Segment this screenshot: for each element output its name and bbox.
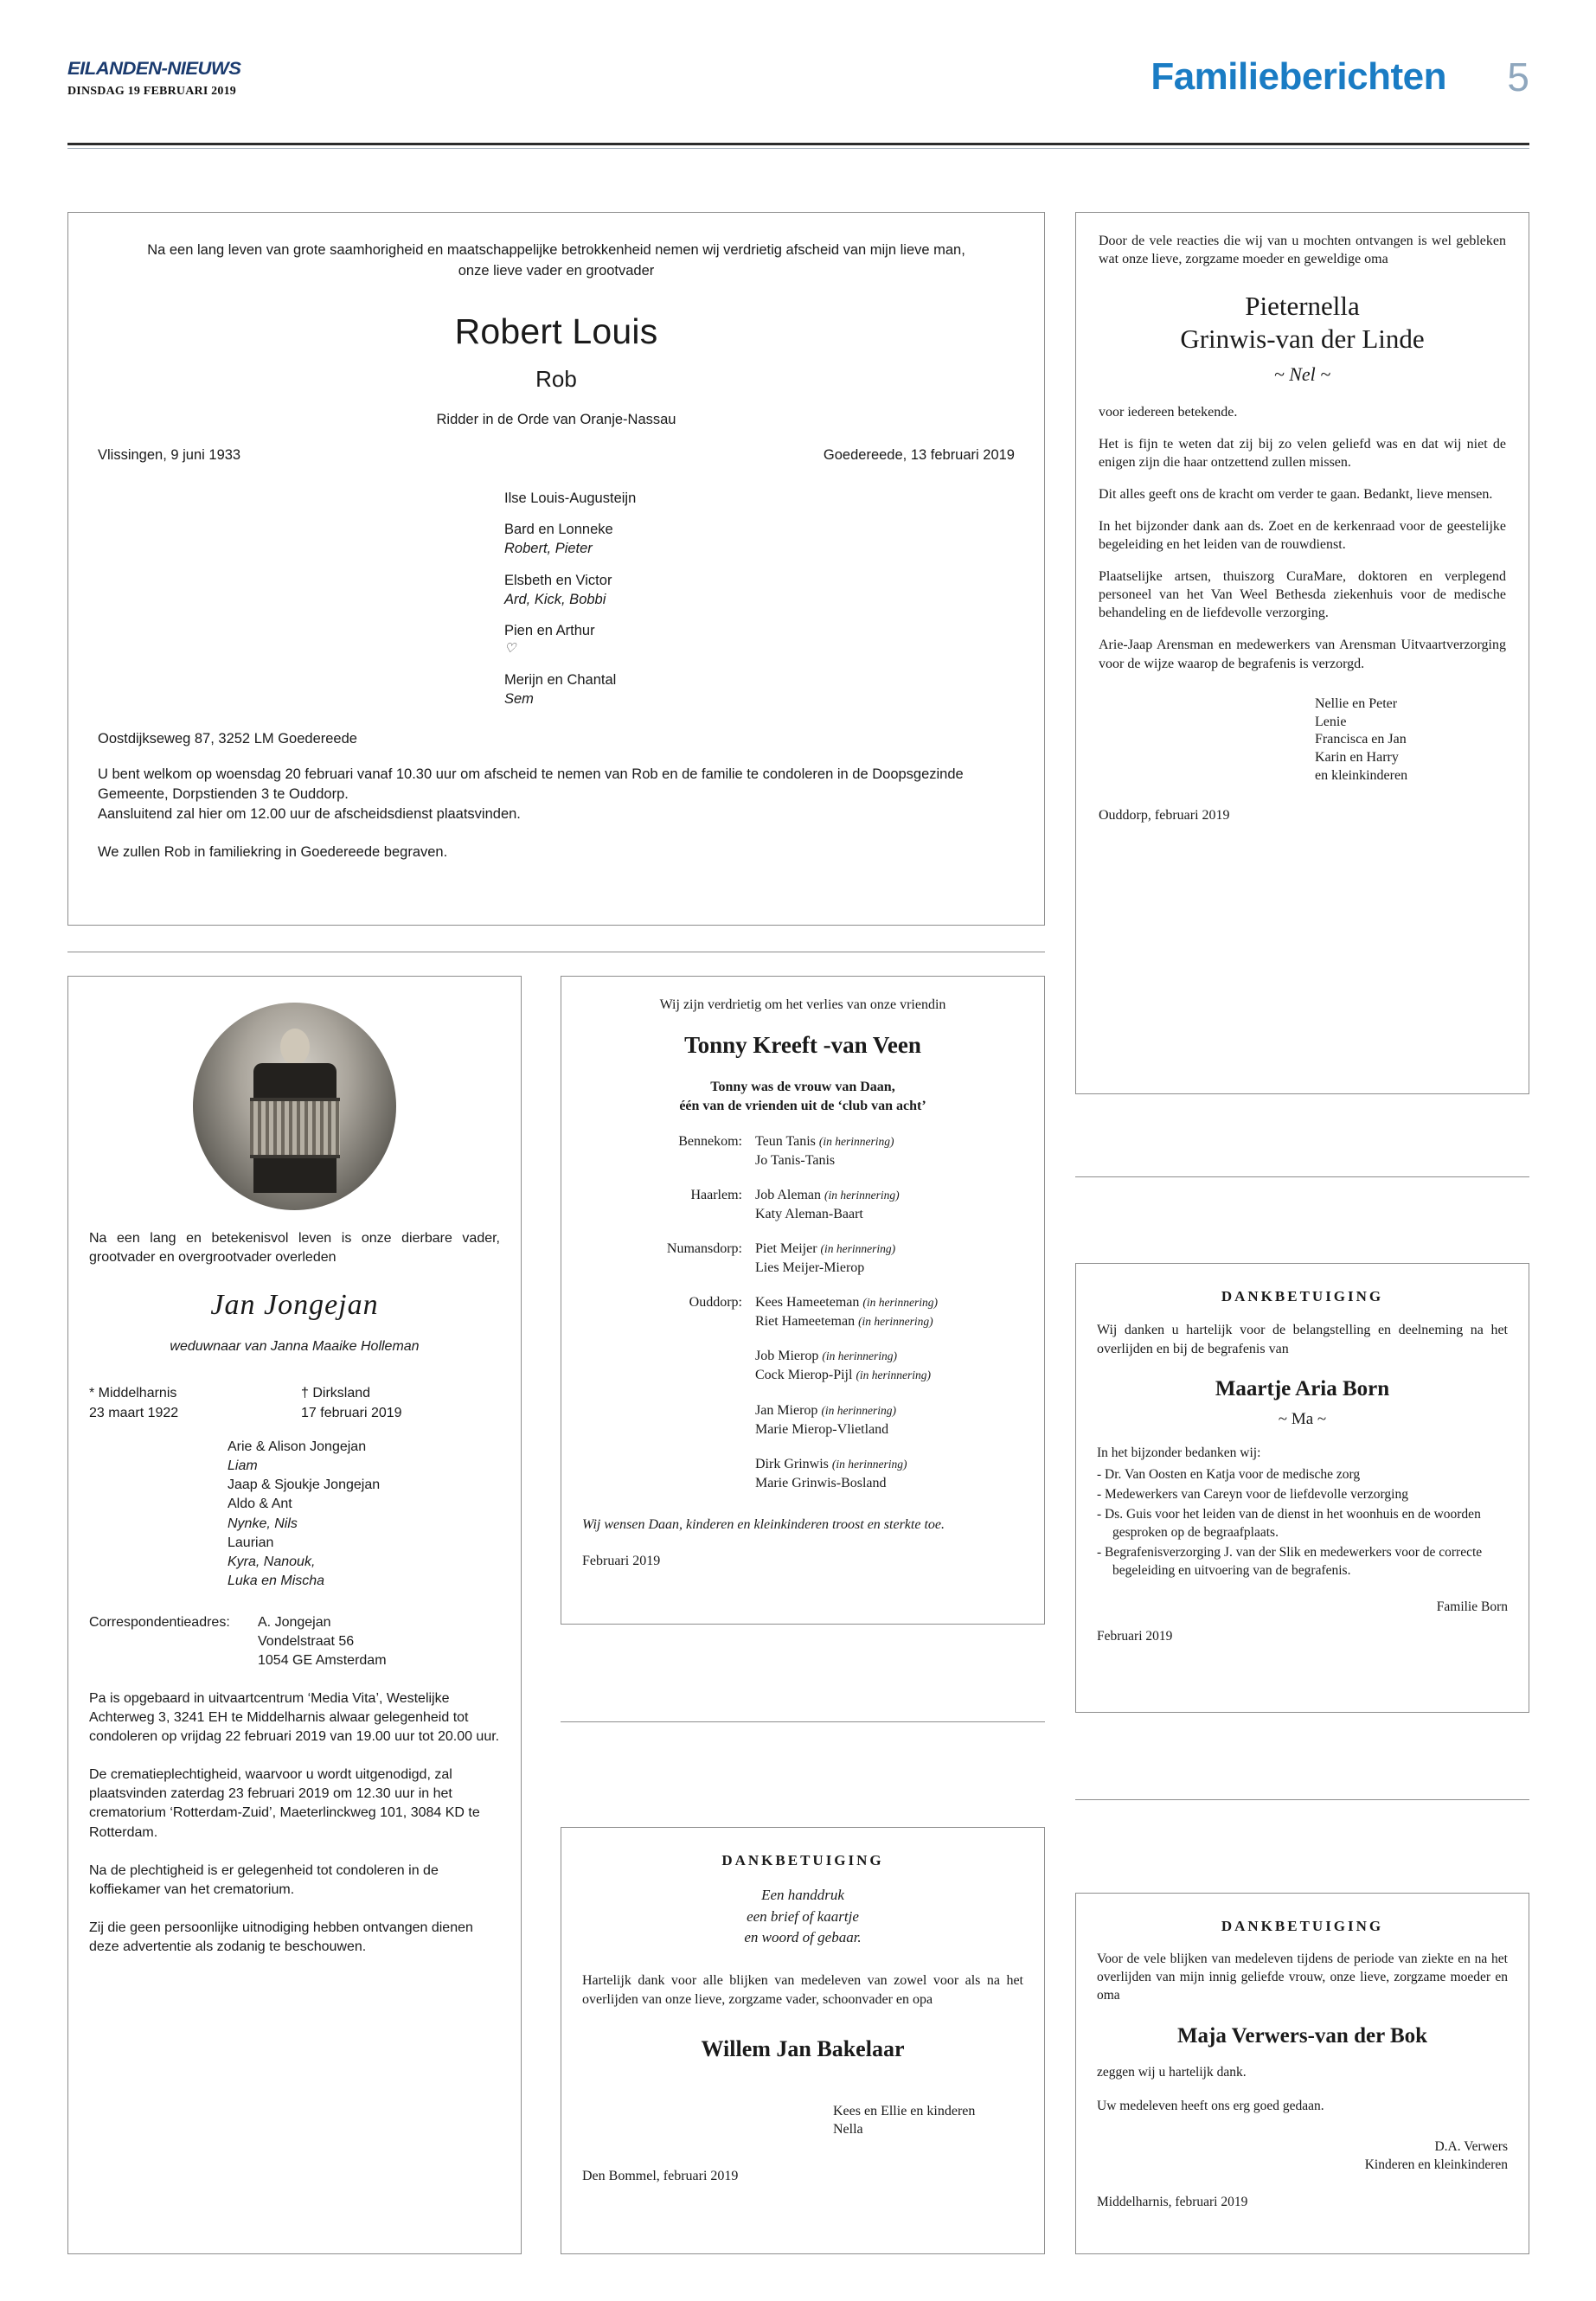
family-group [504,670,1015,709]
date: Februari 2019 [1097,1628,1173,1644]
memorial-note: (in herinnering) [824,1188,900,1202]
poem [582,1885,1023,1949]
friend-entry [755,1151,1023,1170]
family-group [504,489,1015,508]
family-member: Jaap & Sjoukje Jongejan [228,1477,381,1493]
intro-text: Door de vele reacties die wij van u mochten ontvangen is wel gebleken wat onze lieve, zorgzame moeder en geweldige oma [1099,234,1506,267]
deceased-nickname: ~ Ma ~ [1278,1410,1327,1429]
widower-of: weduwnaar van Janna Maaike Holleman [170,1339,420,1355]
column-divider-middle [561,1721,1045,1722]
friend-name: Piet Meijer [755,1241,817,1257]
deceased-name: Tonny Kreeft -van Veen [684,1032,921,1058]
birth-date: 23 maart 1922 [89,1405,179,1420]
photo-person-figure [243,1029,347,1193]
thanks-maja-verwers [1075,1893,1529,2254]
signature-line: Karin en Harry [1315,750,1399,766]
signature-line: Nellie en Peter [1315,695,1398,711]
family-children: Ard, Kick, Bobbi [504,591,606,607]
friend-name: Jan Mierop [755,1402,818,1418]
address-line: 1054 GE Amsterdam [258,1652,387,1668]
deceased-name: Maja Verwers-van der Bok [1176,2023,1428,2048]
friends-group [582,1401,1023,1439]
heart-icon: ♡ [504,641,516,657]
masthead [67,54,1529,145]
intro-text: Wij danken u hartelijk voor de belangstelling en deelneming na het overlijden en bij de begrafenis van [1097,1323,1508,1356]
memorial-note: (in herinnering) [831,1457,907,1471]
column-divider-right-1 [1075,1176,1529,1177]
signature-line: Nella [833,2122,863,2138]
obituary-intro: Wij zijn verdrietig om het verlies van onze vriendin [659,997,946,1012]
paragraph-5: Plaatselijke artsen, thuiszorg CuraMare, doktoren en verplegend personeel van het Van Weel Bethesda ziekenhuis voor de medische behandeling en de liefdevolle verzorging. [1099,569,1506,621]
special-thanks-label: In het bijzonder bedanken wij: [1097,1445,1261,1461]
friends-group [582,1455,1023,1493]
signature-block [582,2102,1023,2139]
family-member: Aldo & Ant [228,1497,292,1512]
deceased-name: Robert Louis [454,311,658,351]
friend-entry [755,1474,1023,1493]
signature-line: Kees en Ellie en kinderen [833,2103,976,2118]
signature-line: Kinderen en kleinkinderen [1364,2157,1508,2172]
friend-entry [755,1240,1023,1259]
deceased-name-line1: Pieternella [1245,291,1360,322]
friend-name: Teun Tanis [755,1133,816,1149]
friend-entry [755,1186,1023,1205]
family-list [89,1438,500,1591]
city-names [582,1401,1023,1439]
death-info: Goedereede, 13 februari 2019 [823,446,1015,463]
memorial-note: (in herinnering) [858,1315,933,1329]
city-label: Numansdorp: [666,1241,742,1257]
family-member: Merijn en Chantal [504,671,617,688]
friend-entry [755,1347,1023,1366]
date: Februari 2019 [582,1553,661,1568]
funeral-info-2-text: Aansluitend zal hier om 12.00 uur de afscheidsdienst plaatsvinden. [98,806,521,823]
friend-name: Cock Mierop-Pijl [755,1368,853,1383]
deceased-nickname: ~ Nel ~ [1273,362,1331,385]
signature-block [1097,2138,1508,2175]
issue-date: DINSDAG 19 FEBRUARI 2019 [67,85,236,98]
newspaper-logo: EILANDEN-NIEUWS [67,59,241,79]
thanks-text: Hartelijk dank voor alle blijken van medeleven van zowel voor als na het overlijden van onze lieve, zorgzame vader, schoonvader en opa [582,1972,1023,2008]
correspondence-address [89,1613,500,1670]
honour-title: Ridder in de Orde van Oranje-Nassau [436,411,676,427]
family-children: Luka en Mischa [228,1573,325,1588]
photo-head [280,1029,310,1065]
paragraph-6: Arie-Jaap Arensman en medewerkers van Arensman Uitvaartverzorging voor de wijze waarop de begrafenis is verzorgd. [1099,638,1506,671]
signature-line: Francisca en Jan [1315,732,1407,747]
paragraph-4: In het bijzonder dank aan ds. Zoet en de kerkenraad voor de geestelijke begeleiding en het leiden van de rouwdienst. [1099,518,1506,553]
friend-entry [755,1259,1023,1278]
city-label: Bennekom: [678,1133,742,1149]
friendship-line2: één van de vrienden uit de ‘club van acht’ [679,1099,926,1114]
portrait-photo [193,1003,396,1210]
family-children: Liam [228,1458,258,1474]
birth-death-dates [89,1384,500,1426]
memorial-note: (in herinnering) [822,1349,897,1363]
city-label: Haarlem: [690,1187,742,1202]
column-divider-right-2 [1075,1799,1529,1800]
masthead-divider [67,143,1529,145]
memorial-note: (in herinnering) [856,1368,932,1382]
friends-group [582,1186,1023,1224]
section-title: Familieberichten [1151,55,1446,98]
friend-name: Dirk Grinwis [755,1456,829,1471]
poem-line-1: Een handdruk [761,1887,844,1903]
thanks-item: - Ds. Guis voor het leiden van de dienst in het woonhuis en de woorden gesproken op de begraafplaats. [1097,1506,1481,1540]
birth-block [89,1384,178,1423]
deceased-name-line2: Grinwis-van der Linde [1180,323,1425,354]
thanks-pieternella-grinwis [1075,212,1529,1094]
address-line: A. Jongejan [258,1614,331,1630]
condolences-info: Na de plechtigheid is er gelegenheid tot condoleren in de koffiekamer van het crematorium. [89,1862,439,1897]
page-number: 5 [1507,54,1529,99]
family-group [504,520,1015,559]
city-names [582,1455,1023,1493]
friendship-line1: Tonny was de vrouw van Daan, [710,1080,895,1094]
cremation-info: De crematieplechtigheid, waarvoor u wordt uitgenodigd, zal plaatsvinden zaterdag 23 februari 2019 om 12.30 uur in het crematorium ‘Rotterdam-Zuid’, Maeterlinckweg 101, 3084 KD te Rotterdam. [89,1767,480,1840]
friend-name: Kees Hameeteman [755,1295,860,1311]
thanks-willem-bakelaar [561,1827,1045,2254]
obituary-jan-jongejan [67,976,522,2254]
memorial-note: (in herinnering) [818,1134,894,1148]
death-place: † Dirksland [301,1386,371,1401]
friend-name: Job Aleman [755,1187,821,1202]
place-date: Ouddorp, februari 2019 [1099,807,1230,823]
birth-place: * Middelharnis [89,1386,177,1401]
deceased-name: Jan Jongejan [210,1289,379,1322]
friend-entry [755,1205,1023,1224]
friend-entry [755,1420,1023,1439]
family-children: Sem [504,690,534,707]
family-children: Kyra, Nanouk, [228,1554,316,1569]
thanks-item: - Begrafenisverzorging J. van der Slik en medewerkers voor de correcte begeleiding en uitvoering van de begrafenis. [1097,1544,1483,1578]
poem-line-3: en woord of gebaar. [744,1929,862,1946]
deceased-name: Maartje Aria Born [1215,1377,1390,1401]
invitation-notice: Zij die geen persoonlijke uitnodiging hebben ontvangen dienen deze advertentie als zodanig te beschouwen. [89,1920,473,1954]
city-names [582,1347,1023,1385]
friends-group [582,1293,1023,1331]
friend-name: Marie Grinwis-Bosland [755,1475,887,1490]
thanks-text-1: zeggen wij u hartelijk dank. [1097,2064,1247,2080]
signature-line: en kleinkinderen [1315,767,1408,783]
memorial-note: (in herinnering) [821,1403,897,1417]
funeral-info-1-text: U bent welkom op woensdag 20 februari vanaf 10.30 uur om afscheid te nemen van Rob en de familie te condoleren in de Doopsgezinde Gemeente, Dorpstienden 3 te Ouddorp. [98,766,964,803]
thanks-list [1097,1466,1508,1580]
place-date: Middelharnis, februari 2019 [1097,2195,1248,2210]
signature-line: D.A. Verwers [1434,2138,1508,2154]
obituary-intro: Na een lang leven van grote saamhorigheid en maatschappelijke betrokkenheid nemen wij verdrietig afscheid van mijn lieve man, onze lieve vader en grootvader [147,242,965,279]
friend-entry [755,1293,1023,1312]
paragraph-1: voor iedereen betekende. [1099,404,1238,420]
friend-entry [755,1132,1023,1151]
accordion-icon [250,1098,340,1158]
family-group [504,571,1015,610]
family-member: Laurian [228,1535,274,1550]
obituary-intro: Na een lang en betekenisvol leven is onze dierbare vader, grootvader en overgrootvader overleden [89,1231,500,1265]
family-children: Robert, Pieter [504,541,593,557]
death-date: 17 februari 2019 [301,1405,402,1420]
birth-death-dates [98,447,1015,466]
family-list [98,489,1015,708]
viewing-info: Pa is opgebaard in uitvaartcentrum ‘Media Vita’, Westelijke Achterweg 3, 3241 EH te Middelharnis alwaar gelegenheid tot condoleren op vrijdag 22 februari 2019 van 19.00 uur tot 20.00 uur. [89,1691,500,1745]
friend-name: Riet Hameeteman [755,1314,856,1330]
thanks-item: - Dr. Van Oosten en Katja voor de medische zorg [1097,1467,1361,1483]
friend-name: Katy Aleman-Baart [755,1207,863,1222]
friend-entry [755,1312,1023,1331]
burial-info: We zullen Rob in familiekring in Goedereede begraven. [98,843,448,860]
family-group [504,621,1015,658]
memorial-note: (in herinnering) [862,1296,939,1310]
obituary-tonny-kreeft [561,976,1045,1625]
paragraph-2: Het is fijn te weten dat zij bij zo velen geliefd was en dat wij niet de enigen zijn die haar ontzettend zullen missen. [1099,436,1506,470]
friend-entry [755,1401,1023,1420]
friend-name: Jo Tanis-Tanis [755,1152,836,1168]
city-label: Ouddorp: [689,1295,742,1311]
friends-group [582,1132,1023,1170]
thanks-maartje-born [1075,1263,1529,1713]
friends-group [582,1240,1023,1278]
friend-entry [755,1455,1023,1474]
friendship-note [582,1078,1023,1117]
acknowledgement-heading: DANKBETUIGING [721,1852,884,1868]
paragraph-3: Dit alles geeft ons de kracht om verder te gaan. Bedankt, lieve mensen. [1099,486,1493,502]
condolence-wish: Wij wensen Daan, kinderen en kleinkinderen troost en sterkte toe. [582,1516,945,1532]
family-member: Elsbeth en Victor [504,572,612,588]
poem-line-2: een brief of kaartje [747,1907,859,1925]
funeral-info-1 [98,765,1015,824]
deceased-name: Willem Jan Bakelaar [701,2035,905,2061]
family-member: Ilse Louis-Augusteijn [504,490,637,506]
family-member: Pien en Arthur [504,623,595,639]
death-block [301,1384,402,1423]
family-address: Oostdijkseweg 87, 3252 LM Goedereede [98,731,357,747]
family-member: Arie & Alison Jongejan [228,1439,367,1455]
family-children: Nynke, Nils [228,1516,298,1531]
memorial-note: (in herinnering) [820,1242,896,1256]
friend-name: Marie Mierop-Vlietland [755,1421,889,1437]
signature: Familie Born [1436,1599,1508,1614]
friend-entry [755,1366,1023,1385]
deceased-nickname: Rob [535,365,577,392]
masthead-divider-thin [67,148,1529,149]
friend-name: Lies Meijer-Mierop [755,1260,865,1276]
family-member: Bard en Lonneke [504,522,613,538]
birth-info: Vlissingen, 9 juni 1933 [98,446,241,463]
correspondence-label: Correspondentieadres: [89,1614,230,1630]
obituary-robert-louis [67,212,1045,926]
thanks-text-2: Uw medeleven heeft ons erg goed gedaan. [1097,2098,1324,2113]
signature-line: Lenie [1315,714,1347,729]
signature-block [1099,695,1506,785]
place-date: Den Bommel, februari 2019 [582,2168,739,2183]
address-line: Vondelstraat 56 [258,1633,355,1649]
intro-text: Voor de vele blijken van medeleven tijdens de periode van ziekte en na het overlijden van mijn innig geliefde vrouw, onze lieve, zorgzame moeder en oma [1097,1952,1508,2003]
acknowledgement-heading: DANKBETUIGING [1221,1918,1384,1934]
friend-name: Job Mierop [755,1349,819,1364]
friends-group [582,1347,1023,1385]
acknowledgement-heading: DANKBETUIGING [1221,1288,1384,1304]
thanks-item: - Medewerkers van Careyn voor de liefdevolle verzorging [1097,1487,1408,1503]
